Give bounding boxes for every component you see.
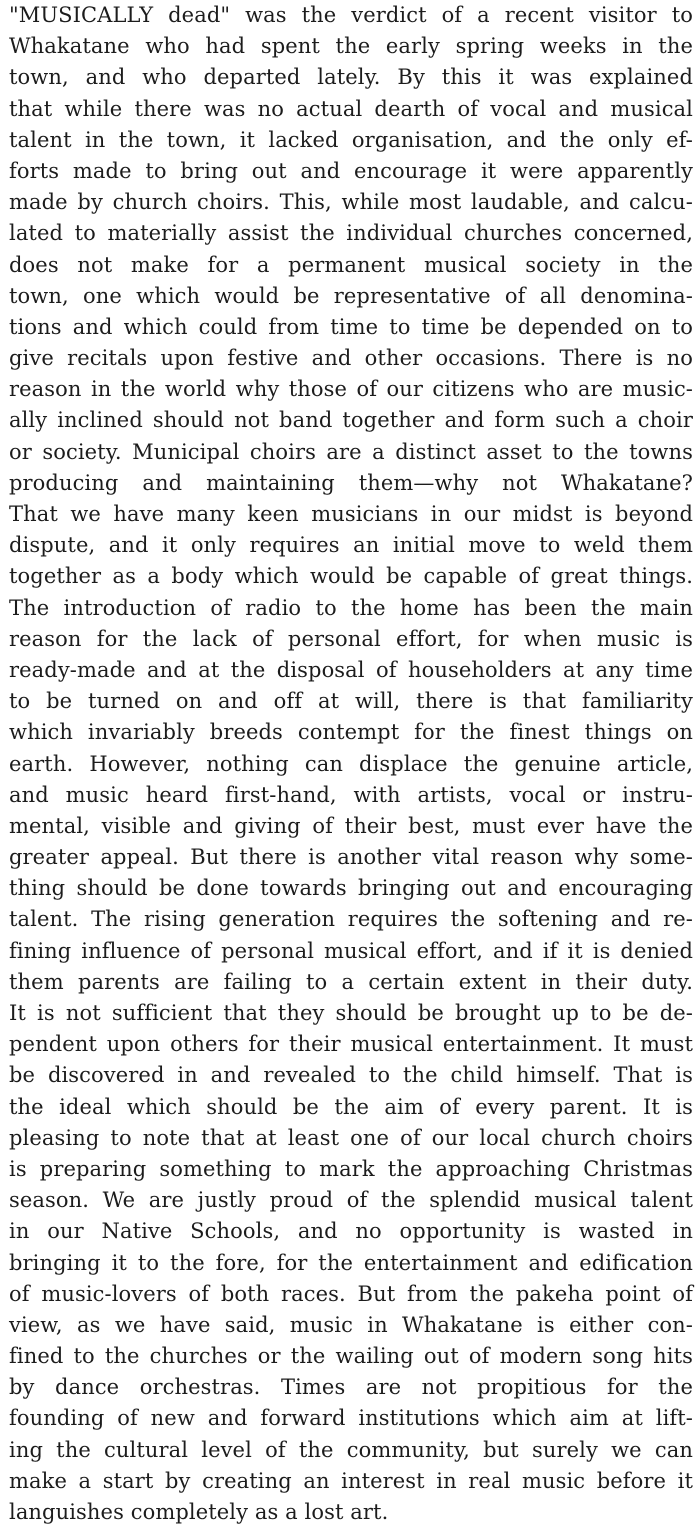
article-line: does not make for a permanent musical society in the [9,252,693,277]
article-line: give recitals upon festive and other occasions. There is no [9,346,693,371]
article-line: founding of new and forward institutions which aim at lift- [9,1406,693,1431]
article-line: town, one which would be representative of all denomina- [9,283,693,308]
article-line: mental, visible and giving of their best, must ever have the [9,813,693,838]
article-line: languishes completely as a lost art. [9,1500,389,1524]
article-line: town, and who departed lately. By this it was explained [9,65,693,90]
article-line: greater appeal. But there is another vital reason why some- [9,845,693,870]
article-line: in our Native Schools, and no opportunity is wasted in [9,1219,693,1244]
article-line: that while there was no actual dearth of vocal and musical [9,96,693,121]
article-line: which invariably breeds contempt for the finest things on [9,720,693,745]
article-line: producing and maintaining them—why not Whakatane? [9,470,693,495]
article-line: ing the cultural level of the community, but surely we can [9,1437,693,1462]
article-line: The introduction of radio to the home has been the main [9,595,693,620]
article-line: earth. However, nothing can displace the genuine article, [9,751,693,776]
article-line: or society. Municipal choirs are a distinct asset to the towns [9,439,693,464]
article-line: That we have many keen musicians in our midst is beyond [9,502,693,526]
article-line: reason for the lack of personal effort, for when music is [9,626,693,651]
article-line: pleasing to note that at least one of our local church choirs [9,1125,693,1150]
article-line: talent. The rising generation requires the softening and re- [9,907,693,932]
article-line: fined to the churches or the wailing out of modern song hits [9,1344,693,1369]
article-line: to be turned on and off at will, there is that familiarity [9,689,693,714]
article-line: fining influence of personal musical effort, and if it is denied [9,938,693,963]
article-line: the ideal which should be the aim of every parent. It is [9,1094,693,1119]
article-line: Whakatane who had spent the early spring weeks in the [9,34,693,59]
article-line: of music-lovers of both races. But from the pakeha point of [9,1281,693,1306]
article-line: made by church choirs. This, while most laudable, and calcu- [9,190,693,215]
article-line: reason in the world why those of our citizens who are music- [9,377,693,402]
article-line: ready-made and at the disposal of householders at any time [9,657,693,682]
article-line: make a start by creating an interest in real music before it [9,1468,693,1493]
article-line: and music heard first-hand, with artists, vocal or instru- [9,782,693,807]
article-line: is preparing something to mark the approaching Christmas [9,1156,693,1181]
article-line: season. We are justly proud of the splendid musical talent [9,1188,693,1213]
article-line: It is not sufficient that they should be brought up to be de- [9,1001,693,1025]
article-line: lated to materially assist the individual churches concerned, [9,221,693,246]
article-line: forts made to bring out and encourage it were apparently [9,158,693,183]
article-line: together as a body which would be capable of great things. [9,564,693,589]
article-line: pendent upon others for their musical entertainment. It must [9,1032,693,1057]
article-line: them parents are failing to a certain extent in their duty. [9,969,693,994]
article-line: by dance orchestras. Times are not propitious for the [9,1375,693,1400]
article-line: view, as we have said, music in Whakatane is either con- [9,1312,693,1337]
article-line: dispute, and it only requires an initial move to weld them [9,533,693,558]
article-line: ally inclined should not band together and form such a choir [9,408,693,433]
article-line: "MUSICALLY dead" was the verdict of a recent visitor to [9,3,693,27]
article-line: thing should be done towards bringing out and encouraging [9,876,693,901]
article-body [9,0,693,1528]
article-line: talent in the town, it lacked organisation, and the only ef- [9,127,693,152]
article-line: be discovered in and revealed to the child himself. That is [9,1063,693,1088]
article-line: bringing it to the fore, for the entertainment and edification [9,1250,693,1275]
article-line: tions and which could from time to time be depended on to [9,314,693,339]
